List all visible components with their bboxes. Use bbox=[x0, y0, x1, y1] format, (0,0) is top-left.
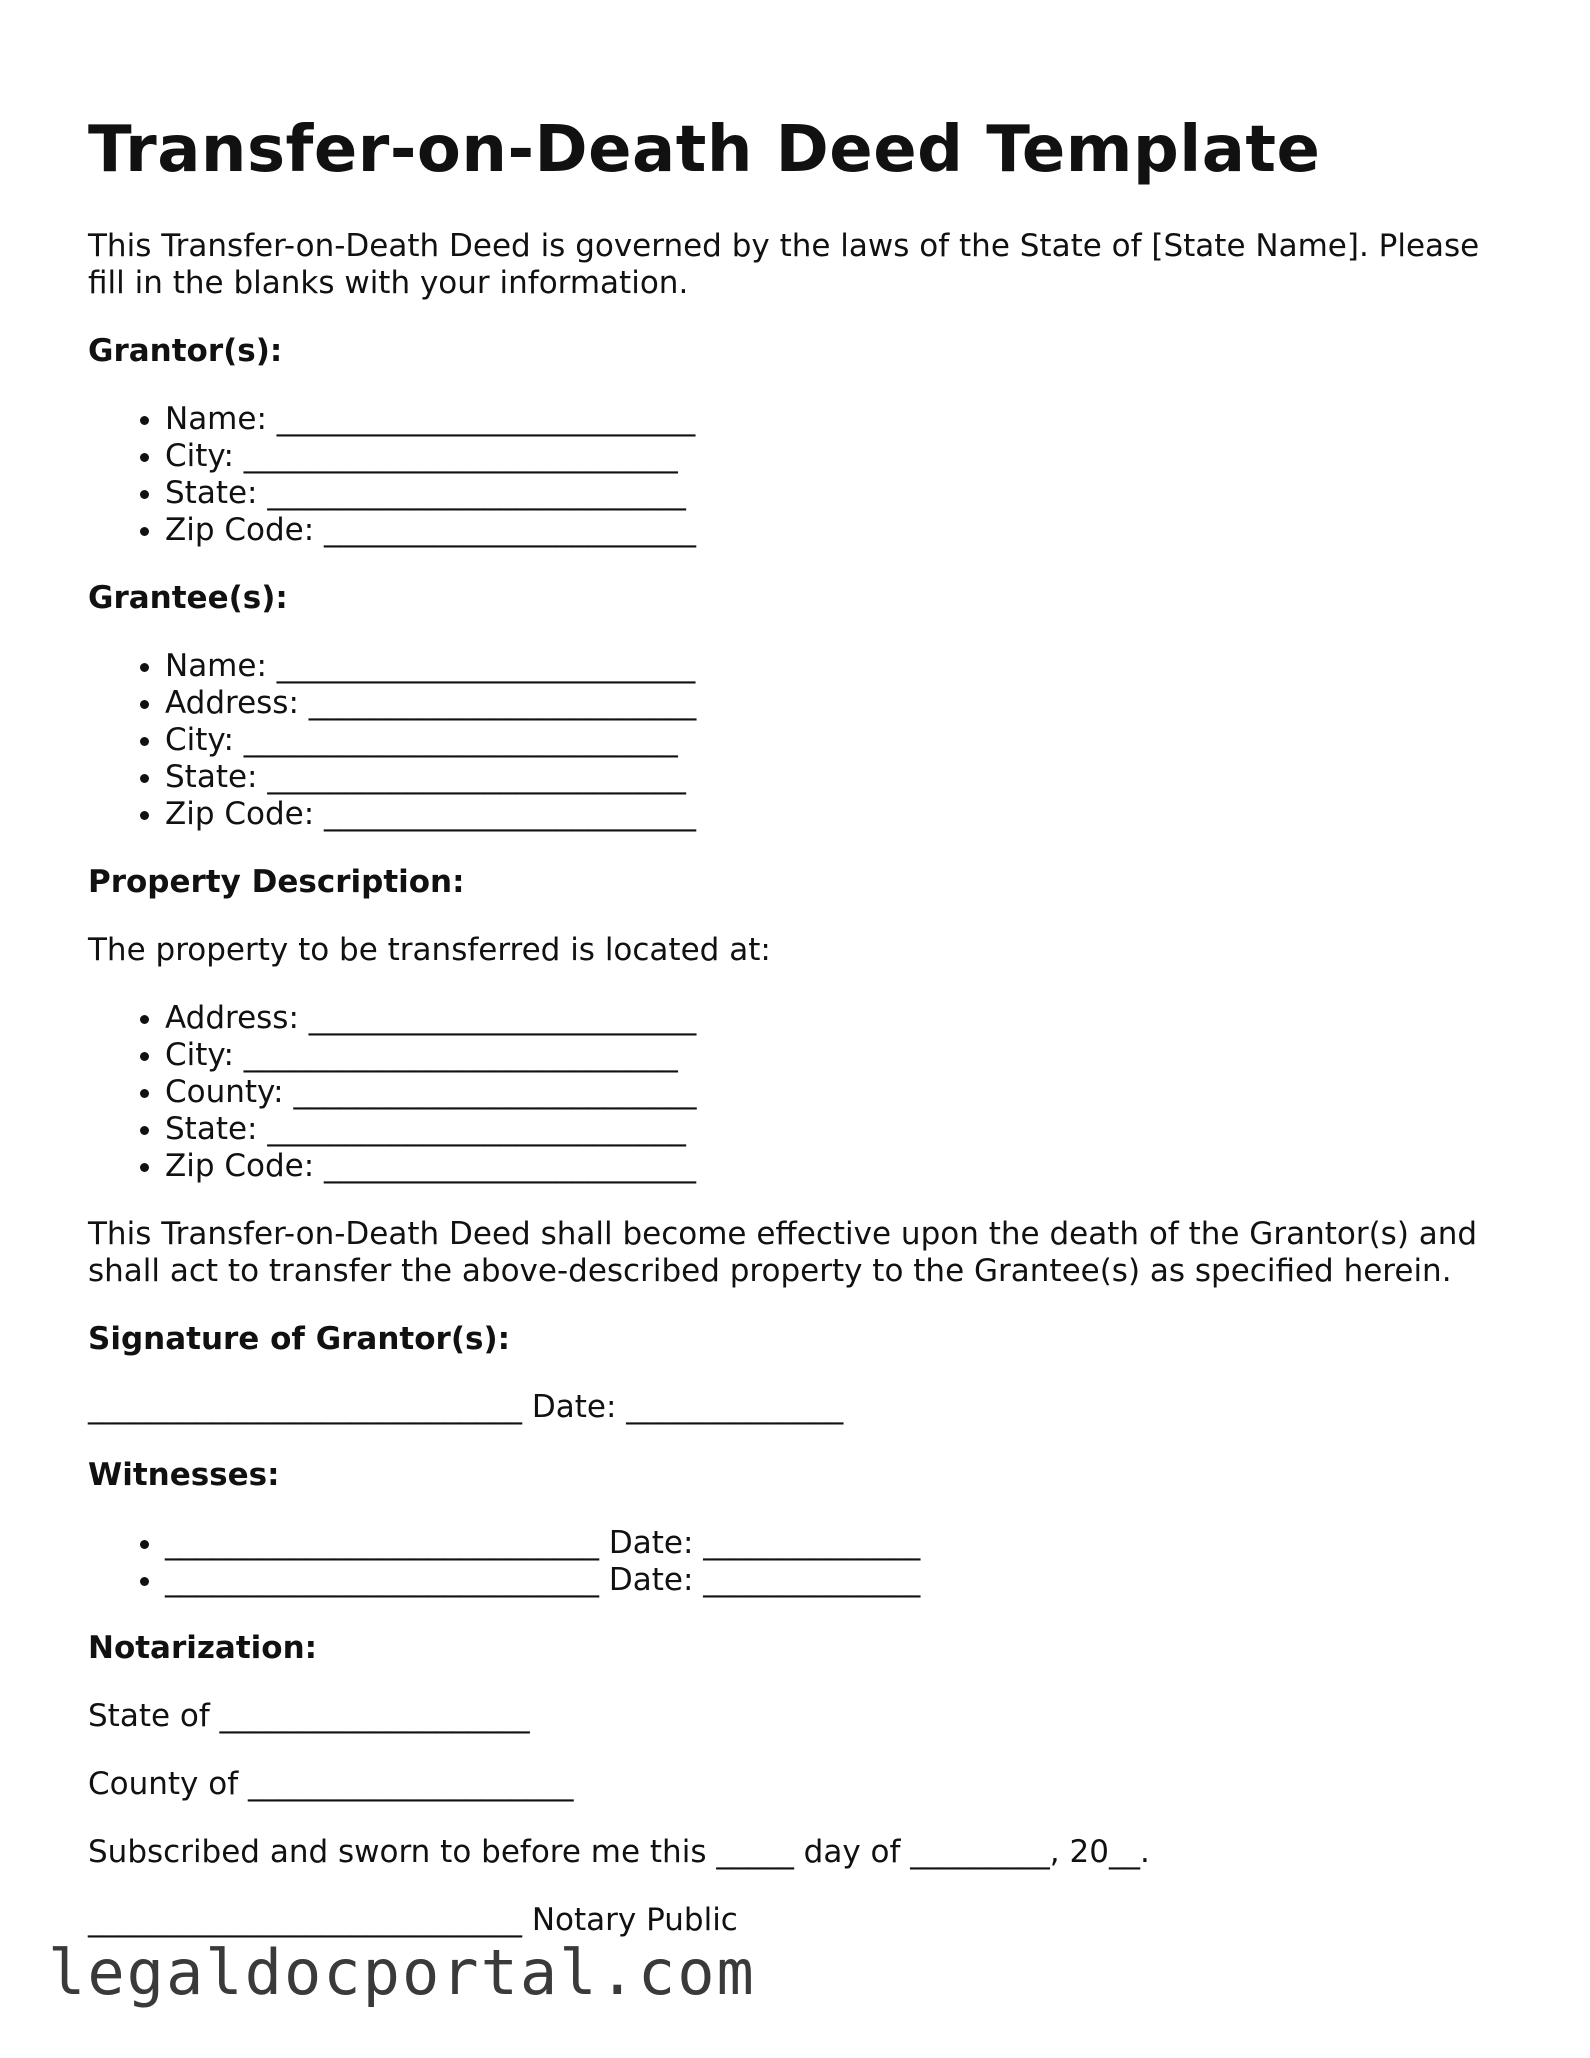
list-item: • County: __________________________ bbox=[165, 1074, 1508, 1111]
list-item: • City: ____________________________ bbox=[165, 722, 1508, 759]
property-list bbox=[88, 1000, 1508, 1185]
list-item: • Zip Code: ________________________ bbox=[165, 512, 1508, 549]
grantors-heading: Grantor(s): bbox=[88, 333, 283, 369]
notary-county-line: County of _____________________ bbox=[88, 1766, 574, 1802]
list-item: • Zip Code: ________________________ bbox=[165, 796, 1508, 833]
notary-sworn-line: Subscribed and sworn to before me this _____ day of _________, 20__. bbox=[88, 1834, 1150, 1870]
list-item: • City: ____________________________ bbox=[165, 1037, 1508, 1074]
grantors-list bbox=[88, 401, 1508, 549]
intro-paragraph: This Transfer-on-Death Deed is governed by the laws of the State of [State Name]. Please fill in the blanks with your information. bbox=[88, 228, 1480, 301]
list-item: • State: ___________________________ bbox=[165, 475, 1508, 512]
list-item: • Zip Code: ________________________ bbox=[165, 1148, 1508, 1185]
list-item: • State: ___________________________ bbox=[165, 1111, 1508, 1148]
grantees-heading: Grantee(s): bbox=[88, 580, 288, 616]
list-item: • State: ___________________________ bbox=[165, 759, 1508, 796]
list-item: • City: ____________________________ bbox=[165, 438, 1508, 475]
effective-paragraph: This Transfer-on-Death Deed shall become effective upon the death of the Grantor(s) and shall act to transfer the above-described property to the Grantee(s) as specified herein. bbox=[88, 1216, 1478, 1289]
document-title: Transfer-on-Death Deed Template bbox=[88, 113, 1321, 187]
list-item: • Address: _________________________ bbox=[165, 685, 1508, 722]
list-item: • Address: _________________________ bbox=[165, 1000, 1508, 1037]
notary-state-line: State of ____________________ bbox=[88, 1698, 530, 1734]
signature-line: ____________________________ Date: ______________ bbox=[88, 1389, 844, 1425]
document-page bbox=[88, 112, 1508, 1970]
grantees-list bbox=[88, 648, 1508, 833]
list-item: • Name: ___________________________ bbox=[165, 648, 1508, 685]
watermark-text: legaldocportal.com bbox=[48, 1936, 756, 2009]
notarization-heading: Notarization: bbox=[88, 1630, 318, 1666]
signature-heading: Signature of Grantor(s): bbox=[88, 1321, 511, 1357]
list-item: • Name: ___________________________ bbox=[165, 401, 1508, 438]
property-intro: The property to be transferred is located at: bbox=[88, 932, 771, 968]
list-item: • ____________________________ Date: ______________ bbox=[165, 1525, 1508, 1562]
notary-public-line: ____________________________ Notary Public bbox=[88, 1902, 738, 1938]
property-heading: Property Description: bbox=[88, 864, 465, 900]
witnesses-heading: Witnesses: bbox=[88, 1457, 280, 1493]
witnesses-list bbox=[88, 1525, 1508, 1599]
list-item: • ____________________________ Date: ______________ bbox=[165, 1562, 1508, 1599]
